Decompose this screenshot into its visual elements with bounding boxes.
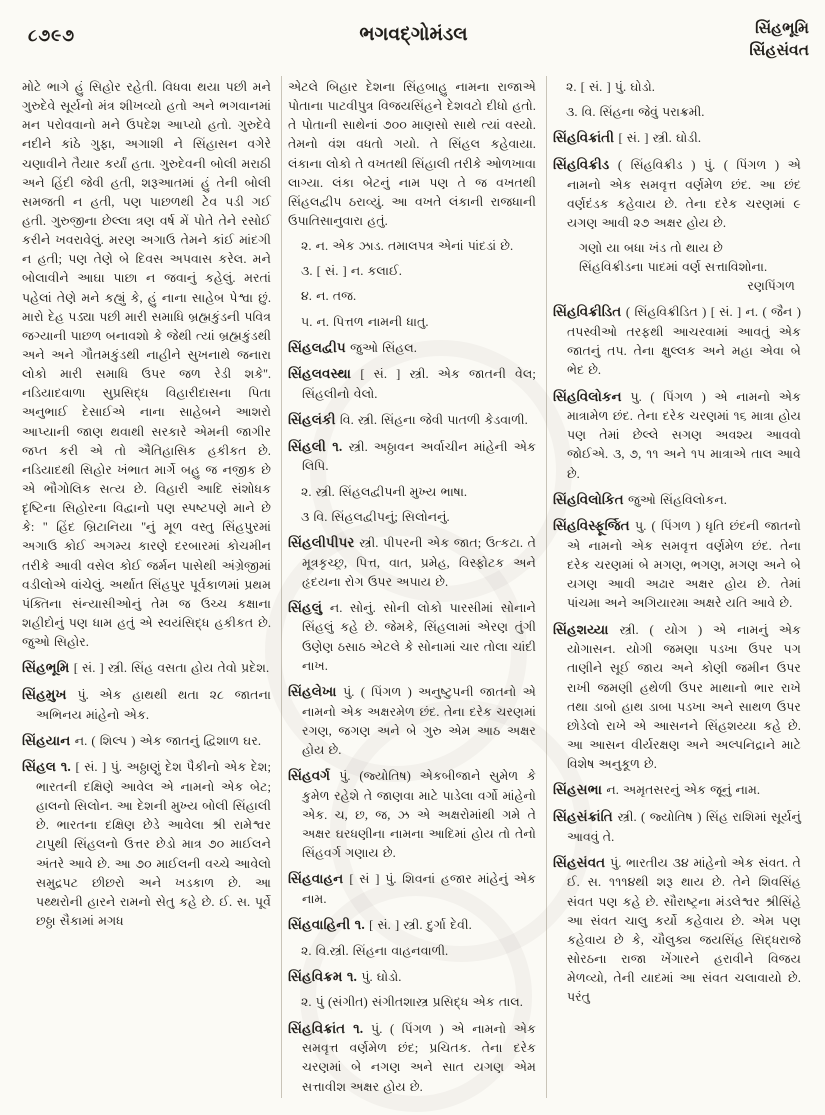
headword: સિંહવિક્રીડ xyxy=(552,156,618,172)
headword: સિંહલેખા xyxy=(287,683,344,699)
verse-line: સિંહવિક્રીડના પાદમાં વર્ણ સત્તાવિશોના. xyxy=(578,260,768,275)
entry-sense: ૩. [ સં. ] ન. કલાઈ. xyxy=(300,264,402,279)
headword: સિંહવિક્રાંત ૧. xyxy=(287,1020,372,1036)
headword: સિંહવાહન xyxy=(287,871,350,887)
headword: સિંહયાન xyxy=(22,732,75,748)
headword: સિંહવિલોકિત xyxy=(552,491,628,507)
dictionary-entry: સિંહવર્ગ પું. (જ્યોતિષ) એકબીજાને સુમેળ કે કુમેળ રહેશે તે જાણવા માટે પાડેલા વર્ગો માંહેનો એક. ચ, છ, જ, ઝ એ અક્ષરોમાંથી ગમે તે અક્ષર ઘરધણીના નામના આદિમાં હોય તો તેનો સિંહવર્ગ ગણાય છે. xyxy=(287,767,536,861)
column-middle xyxy=(281,76,546,1098)
dictionary-entry: સિંહવિસ્ફૂર્જિત પુ. ( પિંગળ ) ધૃતિ છંદની જાતનો એ નામનો એક સમવૃત્ત વર્ણમેળ છંદ. તેના દરેક ચરણમાં બે મગણ, ભગણ, મગણ અને બે યગણ આવી અઢાર અક્ષર હોય છે. તેમાં પાંચમા અને અગિયારમા અક્ષરે યતિ આવે છે. xyxy=(552,518,801,611)
dictionary-entry: સિંહવાહિની ૧. [ સં. ] સ્ત્રી. દુર્ગા દેવી. xyxy=(287,916,472,932)
dictionary-entry: સિંહલદ્વીપ જુઓ સિંહલ. xyxy=(287,339,417,355)
headword: સિંહમુખ xyxy=(22,686,78,702)
headword: સિંહલું xyxy=(287,599,330,615)
dictionary-entry: સિંહવિક્રાંતી [ સં. ] સ્ત્રી. ઘોડી. xyxy=(552,130,701,146)
headword: સિંહવાહિની ૧. xyxy=(287,916,370,932)
text-columns xyxy=(16,76,811,1098)
dictionary-entry: સિંહવિલોકિત જુઓ સિંહવિલોકન. xyxy=(552,491,727,507)
headword: સિંહશય્યા xyxy=(552,621,620,637)
entry-sense: ૩. વિ. સિંહના જેવું પરાક્રમી. xyxy=(565,105,705,120)
verse-quote xyxy=(579,239,801,277)
entry-sense: ૪. ન. તજ. xyxy=(300,289,357,304)
dictionary-entry: સિંહવાહન [ સં ] પું. શિવનાં હજાર માંહેનું એક નામ. xyxy=(287,871,536,906)
page-number: ૮૭૯૭ xyxy=(28,26,76,45)
entry-sense: ૫. ન. પિત્તળ નામની ધાતુ. xyxy=(300,314,429,329)
headword: સિંહલ ૧. xyxy=(22,759,76,775)
entry-sense: ૨. ન. એક ઝાડ. તમાલપત્ર એનાં પાંદડાં છે. xyxy=(300,239,514,254)
entry-sense: ૨. વિ.સ્ત્રી. સિંહના વાહનવાળી. xyxy=(300,943,449,958)
dictionary-entry: સિંહલેખા પું. ( પિંગળ ) અનુષ્ટુપની જાતનો એ નામનો એક અક્ષરમેળ છંદ. તેના દરેક ચરણમાં રગણ, જગણ અને બે ગુરુ એમ આઠ અક્ષર હોય છે. xyxy=(287,683,536,757)
dictionary-entry: સિંહયાન ન. ( શિલ્પ ) એક જાતનું દ્વિશાળ ઘર. xyxy=(22,732,262,748)
headword: સિંહલંકી xyxy=(287,412,340,428)
dictionary-entry: સિંહલ ૧. [ સં. ] પું. અઠ્ઠાણું દેશ પૈકીનો એક દેશ; ભારતની દક્ષિણે આવેલ એ નામનો એક બેટ; હાલનો સિલોન. આ દેશની મુખ્ય બોલી સિંહાલી છે. ભારતના દક્ષિણ છેડે આવેલા શ્રી રામેશ્વર ટાપુથી સિંહલનો ઉત્તર છેડો માત્ર ૭૦ માઈલને અંતરે આવે છે. આ ૭૦ માઈલની વચ્ચે આવેલો સમુદ્રપટ છીછરો અને ખડકાળ છે. આ પથ્થરોની હારને રામનો સેતુ કહે છે. ઈ. સ. પૂર્વે છઠ્ઠા સૈકામાં મગધ xyxy=(22,759,271,928)
guide-words xyxy=(749,18,809,63)
dictionary-entry: સિંહલંકી વિ. સ્ત્રી. સિંહના જેવી પાતળી કેડવાળી. xyxy=(287,412,528,428)
dictionary-entry: સિંહશય્યા સ્ત્રી. ( યોગ ) એ નામનું એક યોગાસન. યોગી જમણા પડખા ઉપર પગ તાણીને સૂઈ જાય અને કોણી જમીન ઉપર રાખી જમણી હથેળી ઉપર માથાનો ભાર રાખે તથા ડાબો હાથ ડાબા પડખા અને સાથળ ઉપર છોડેલો રાખે એ આસનને સિંહશય્યા કહે છે. આ આસન વીર્યરક્ષણ અને અલ્પનિદ્રાને માટે વિશેષ અનુકૂળ છે. xyxy=(552,621,801,772)
column-right xyxy=(546,76,811,1098)
headword: સિંહલદ્વીપ xyxy=(287,339,351,355)
verse-line: ગણો યા બધા ખંડ તો થાય છે xyxy=(578,241,723,256)
headword: સિંહલીપીપર xyxy=(287,534,360,550)
dictionary-entry: સિંહલીપીપર સ્ત્રી. પીપરની એક જાત; ઉત્કટા. તે મૂત્રકૃચ્છ્ર, પિત્ત, વાત, પ્રમેહ, વિસ્ફોટક અને હૃદયના રોગ ઉપર અપાય છે. xyxy=(287,534,536,589)
headword: સિંહસંવત xyxy=(552,854,611,870)
dictionary-entry: સિંહલું ન. સોનું. સોની લોકો પારસીમાં સોનાને સિંહલું કહે છે. જેમકે, સિંહલામાં એરણ તુંગી ઉણેણ ઠસાઠ એટલે કે સોનામાં ચાર તોલા ચાંદી નાખ. xyxy=(287,599,536,673)
entry-sense: ૨. પું (સંગીત) સંગીતશાસ્ત્ર પ્રસિદ્ધ એક તાલ. xyxy=(300,995,523,1010)
headword: સિંહવિક્રીડિત xyxy=(552,304,626,320)
headword: સિંહભૂમિ xyxy=(22,660,74,676)
entry-sense: ૩ વિ. સિંહલદ્વીપનું; સિલોનનું. xyxy=(300,509,450,524)
dictionary-entry: સિંહસંક્રાંતિ સ્ત્રી. ( જ્યોતિષ ) સિંહ રાશિમાં સૂર્યનું આવવું તે. xyxy=(552,808,801,844)
body-paragraph: એટલે બિહાર દેશના સિંહબાહુ નામના રાજાએ પોતાના પાટવીપુત્ર વિજયસિંહને દેશવટો દીધો હતો. તે પોતાની સાથેનાં ૭૦૦ માણસો સાથે ત્યાં વસ્યો. તેમનો વંશ વધતો ગયો. તે સિંહલ કહેવાયા. લંકાના લોકો તે વખતથી સિંહાલી તરીકે ઓળખાવા લાગ્યા. લંકા બેટનું નામ પણ તે જ વખતથી સિંહલદ્વીપ ઠરાવ્યું. આ વખતે લંકાની રાજધાની ઉપાતિસાનુવારા હતું. xyxy=(287,80,536,228)
entry-sense: ૨. સ્ત્રી. સિંહલદ્વીપની મુખ્ય ભાષા. xyxy=(300,484,468,499)
entry-sense: ૨. [ સં. ] પું. ઘોડો. xyxy=(565,80,655,94)
dictionary-entry: સિંહમુખ પું. એક હાથથી થતા ૨૮ જાતના અભિનય માંહેનો એક. xyxy=(22,686,271,722)
headword: સિંહવિલોકન xyxy=(552,388,631,404)
dictionary-entry: સિંહસંવત પું. ભારતીય ૩૪ માંહેનો એક સંવત. તે ઈ. સ. ૧૧૧૪થી શરૂ થાય છે. તેને શિવસિંહ સંવત પણ કહે છે. સૌરાષ્ટ્રના મંડલેશ્વર શ્રીસિંહે આ સંવત ચાલુ કર્યો કહેવાય છે. એમ પણ કહેવાય છે કે, ચૌલુક્ય જયસિંહ સિદ્ધરાજે સોરઠના રાજા ખેંગારને હરાવીને વિજય મેળવ્યો, તેની યાદમાં આ સંવત ચલાવાયો છે. પરંતુ xyxy=(552,854,801,1005)
dictionary-entry: સિંહલી ૧. સ્ત્રી. અઠ્ઠાવન અર્વાચીન માંહેની એક લિપિ. xyxy=(287,438,536,474)
column-left xyxy=(16,76,281,1098)
guide-word-last: સિંહસંવત xyxy=(749,42,809,60)
headword: સિંહવિક્રમ ૧. xyxy=(287,968,362,984)
verse-attribution: રણપિંગળ xyxy=(747,279,795,294)
headword: સિંહવિક્રાંતી xyxy=(552,130,619,146)
body-paragraph: મોટે ભાગે હું સિહોર રહેતી. વિધવા થયા પછી મને ગુરુદેવે સૂર્યનો મંત્ર શીખવ્યો હતો અને ભગવાનમાં મન પરોવવાનો મને ઉપદેશ આપ્યો હતો. ગુરુદેવે નદીને કાંઠે ગુફા, અગાશી ને સિંહાસન વગેરે ચણાવીને તૈયાર કર્યાં હતા. ગુરુદેવની બોલી મરાઠી અને હિંદી જેવી હતી, શરૂઆતમાં હું તેની બોલી સમજતી ન હતી, પણ પાછળથી ટેવ પડી ગઈ હતી. ગુરુજીના છેલ્લા ત્રણ વર્ષ મેં પોતે તેને રસોઈ કરીને ખવરાવેલું. મરણ અગાઉ તેમને કાંઈ માંદગી ન હતી; પણ તેણે બે દિવસ અપવાસ કરેલ. મને બોલાવીને આઘા પાછા ન જવાનું કહેલું. મરતાં પહેલાં તેણે મને કહ્યું કે, હું નાના સાહેબ પેશ્વા છું. મારો દેહ પડ્યા પછી મારી સમાધિ બ્રહ્મકુંડની પવિત્ર જગ્યાની પાછળ બનાવશો કે જેથી ત્યાં બ્રહ્મકુંડથી અને અને ગૌતમકુંડથી નાહીને સુખનાથે જનારા લોકો મારી સમાધિ ઉપર જળ રેડી શકે''. નડિયાદવાળા સુપ્રસિદ્ધ વિહારીદાસના પિતા અનુભાઈ દેસાઈએ નાના સાહેબને આશરો આપ્યાની જાણ થવાથી સરકારે એમની જાગીર જપ્ત કરી એ તો ઐતિહાસિક હકીકત છે. નડિયાદથી સિહોર ખંભાત માર્ગે બહુ જ નજીક છે એ ભૌગોલિક સત્ય છે. વિહારી આદિ સંશોધક દૃષ્ટિના સિહોરના વિદ્વાનો પણ સ્પષ્ટપણે માને છે કે: '' હિંદ બ્રિટાનિયા ''નું મૂળ વસ્તુ સિંહપુરમાં અગાઉ કોઈ અગમ્ય કારણે દરબારમાં કોચમીન તરીકે આવી વસેલ કોઈ જર્મન પાસેથી અંગ્રેજીમાં વડીલોએ વાંચેલું. અર્થાત સિંહપુર પૂર્વકાળમાં પ્રથમ પંક્તિના સંન્યાસીઓનું તેમ જ ઉચ્ચ કક્ષાના શહીદોનું પણ ધામ હતું એ સ્વયંસિદ્ધ હકીકત છે. જુઓ સિહોર. xyxy=(22,80,271,650)
headword: સિંહલવસ્થા xyxy=(287,366,361,382)
headword: સિંહલી ૧. xyxy=(287,438,349,454)
book-title: ભગવદ્ગોમંડલ xyxy=(359,24,468,45)
dictionary-entry: સિંહવિક્રાંત ૧. પું. ( પિંગળ ) એ નામનો એક સમવૃત્ત વર્ણમેળ છંદ; પ્રચિતક. તેના દરેક ચરણમાં બે નગણ અને સાત યગણ એમ સત્તાવીશ અક્ષર હોય છે. xyxy=(287,1020,536,1094)
headword: સિંહસંક્રાંતિ xyxy=(552,808,618,824)
dictionary-entry: સિંહભૂમિ [ સં. ] સ્ત્રી. સિંહ વસતા હોય તેવો પ્રદેશ. xyxy=(22,660,270,676)
dictionary-entry: સિંહવિક્રમ ૧. પું. ઘોડો. xyxy=(287,968,402,984)
guide-word-first: સિંહભૂમિ xyxy=(755,20,809,37)
headword: સિંહસભા xyxy=(552,782,607,798)
dictionary-entry: સિંહવિલોકન પુ. ( પિંગળ ) એ નામનો એક માત્રામેળ છંદ. તેના દરેક ચરણમાં ૧૬ માત્રા હોય પણ તેમાં છેલ્લે સગણ અવશ્ય આવવો જોઈએ. ૩, ૭, ૧૧ અને ૧૫ માત્રાએ તાલ આવે છે. xyxy=(552,388,801,481)
headword: સિંહવર્ગ xyxy=(287,767,340,783)
dictionary-entry: સિંહલવસ્થા [ સં. ] સ્ત્રી. એક જાતની વેલ; સિંહલીનો વેલો. xyxy=(287,366,536,401)
dictionary-entry: સિંહસભા ન. અમૃતસરનું એક જૂનું નામ. xyxy=(552,782,761,798)
dictionary-entry: સિંહવિક્રીડ ( સિંહવિક્રીડ ) પું. ( પિંગળ ) એ નામનો એક સમવૃત્ત વર્ણમેળ છંદ. આ છંદ વર્ણદંડક કહેવાય છે. તેના દરેક ચરણમાં ૯ યગણ આવી ૨૭ અક્ષર હોય છે. xyxy=(552,156,801,230)
dictionary-entry: સિંહવિક્રીડિત ( સિંહવિક્રીડિત ) [ સં. ] ન. ( જૈન ) તપસ્વીઓ તરફથી આચરવામાં આવતું એક જાતનું તપ. તેના ક્ષુલ્લક અને મહા એવા બે ભેદ છે. xyxy=(552,304,801,378)
headword: સિંહવિસ્ફૂર્જિત xyxy=(552,518,636,534)
page-header xyxy=(16,18,811,76)
